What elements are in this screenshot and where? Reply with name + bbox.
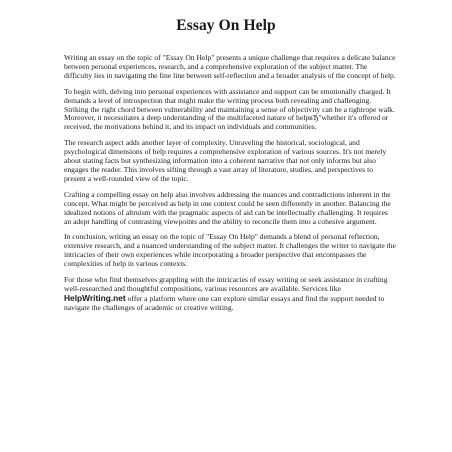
paragraph-resources bbox=[64, 276, 396, 313]
essay-title: Essay On Help bbox=[176, 17, 276, 34]
brand-link[interactable]: HelpWriting.net bbox=[64, 292, 126, 303]
resources-text-after: offer a platform where one can explore similar essays and find the support needed to navigate the challenges of academic or creative writing. bbox=[64, 293, 385, 312]
paragraph-conclusion: In conclusion, writing an essay on the topic of "Essay On Help" demands a blend of personal reflection, extensive research, and a nuanced understanding of the subject matter. It challenges the writer to navigate the intricacies of their own experiences while incorporating a broader perspective that encompasses the complexities of help in various contexts. bbox=[64, 232, 396, 269]
paragraph-research: The research aspect adds another layer of complexity. Unraveling the historical, sociological, and psychological dimensions of help requires a comprehensive exploration of various sources. It's not merely about stating facts but synthesizing information into a coherent narrative that not only informs but also engages the reader. This involves sifting through a vast array of literature, studies, and perspectives to present a well-rounded view of the topic. bbox=[64, 138, 387, 183]
paragraph-nuances: Crafting a compelling essay on help also involves addressing the nuances and contradictions inherent in the concept. What might be perceived as help in one context could be seen differently in another. Balancing the idealized notions of altruism with the pragmatic aspects of aid can be intellectually challenging. It requires an adept handling of contrasting viewpoints and the ability to reconcile them into a cohesive argument. bbox=[64, 189, 391, 226]
paragraph-intro: Writing an essay on the topic of "Essay On Help" presents a unique challenge that requires a delicate balance between personal experiences, research, and a comprehensive exploration of the subject matter. The difficulty lies in navigating the fine line between self-reflection and a broader analysis of the concept of help. bbox=[64, 53, 396, 80]
resources-text-before: For those who find themselves grappling with the intricacies of essay writing or seek assistance in crafting well-researched and thoughtful compositions, various resources are available. Services like bbox=[64, 275, 388, 293]
paragraph-personal-experiences: To begin with, delving into personal experiences with assistance and support can be emotionally charged. It demands a level of introspection that might make the writing process both revealing and challenging. Striking the right chord between vulnerability and maintaining a sense of objectivity can be a tightrope walk. Moreover, it necessitates a deep understanding of the multifaceted nature of helpвЂ"whether it's offered or received, the motivations behind it, and its impact on individuals and communities. bbox=[64, 86, 395, 132]
essay-body bbox=[64, 54, 396, 320]
